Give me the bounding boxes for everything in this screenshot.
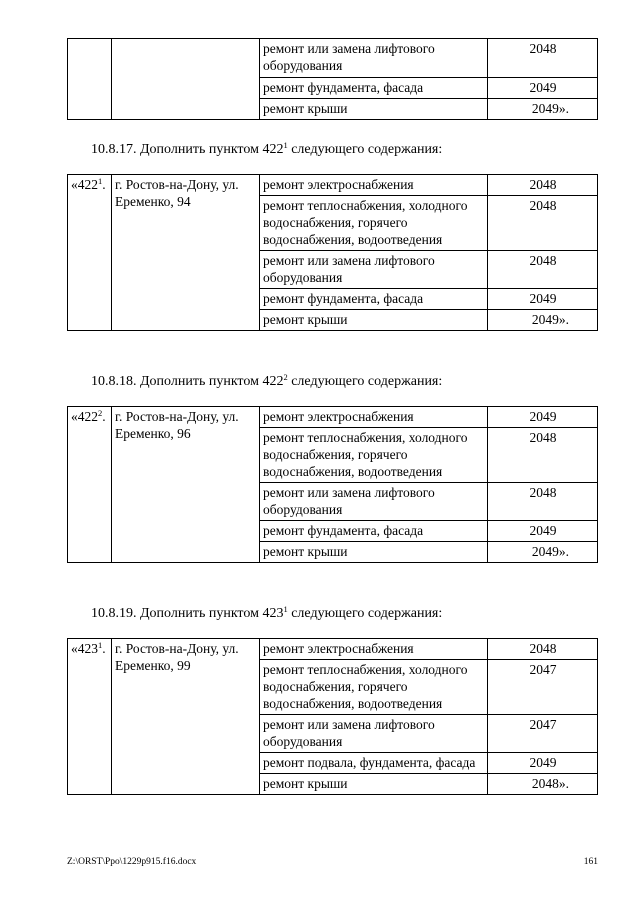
year-cell: 2048	[488, 639, 598, 660]
work-cell: ремонт теплоснабжения, холодного водоснабжения, горячего водоснабжения, водоотведения	[260, 660, 488, 715]
year-cell: 2049».	[488, 99, 598, 120]
section-table	[67, 638, 598, 795]
year-cell: 2048	[488, 39, 598, 78]
work-cell: ремонт электроснабжения	[260, 407, 488, 428]
year-cell: 2048	[488, 175, 598, 196]
work-cell: ремонт крыши	[260, 99, 488, 120]
year-cell: 2048	[488, 251, 598, 289]
section-heading: 10.8.18. Дополнить пунктом $422^2$ следующего содержания:	[91, 372, 443, 389]
section-heading: 10.8.17. Дополнить пунктом $422^1$ следующего содержания:	[91, 140, 443, 157]
address-cell: г. Ростов-на-Дону, ул. Еременко, 94	[112, 175, 260, 331]
table-row	[68, 639, 598, 660]
work-cell: ремонт фундамента, фасада	[260, 78, 488, 99]
year-cell: 2049».	[488, 310, 598, 331]
item-number-cell: «$422^2$.	[68, 407, 112, 563]
work-cell: ремонт подвала, фундамента, фасада	[260, 753, 488, 774]
year-cell: 2048	[488, 483, 598, 521]
work-cell: ремонт электроснабжения	[260, 175, 488, 196]
item-number-cell: «$422^1$.	[68, 175, 112, 331]
table-row	[68, 407, 598, 428]
work-cell: ремонт теплоснабжения, холодного водоснабжения, горячего водоснабжения, водоотведения	[260, 428, 488, 483]
section-heading: 10.8.19. Дополнить пунктом $423^1$ следующего содержания:	[91, 604, 443, 621]
work-cell: ремонт фундамента, фасада	[260, 521, 488, 542]
year-cell: 2049	[488, 289, 598, 310]
page-number: 161	[583, 857, 598, 867]
item-number-cell: «$423^1$.	[68, 639, 112, 795]
table-row	[68, 39, 598, 78]
year-cell: 2048	[488, 428, 598, 483]
year-cell: 2049	[488, 521, 598, 542]
year-cell: 2049	[488, 753, 598, 774]
work-cell: ремонт теплоснабжения, холодного водоснабжения, горячего водоснабжения, водоотведения	[260, 196, 488, 251]
work-cell: ремонт крыши	[260, 310, 488, 331]
address-cell: г. Ростов-на-Дону, ул. Еременко, 96	[112, 407, 260, 563]
number-cell	[68, 39, 112, 120]
work-cell: ремонт фундамента, фасада	[260, 289, 488, 310]
year-cell: 2047	[488, 660, 598, 715]
work-cell: ремонт электроснабжения	[260, 639, 488, 660]
section-table	[67, 406, 598, 563]
continuation-table	[67, 38, 598, 120]
address-cell: г. Ростов-на-Дону, ул. Еременко, 99	[112, 639, 260, 795]
year-cell: 2049	[488, 78, 598, 99]
work-cell: ремонт крыши	[260, 774, 488, 795]
work-cell: ремонт или замена лифтового оборудования	[260, 715, 488, 753]
year-cell: 2049».	[488, 542, 598, 563]
year-cell: 2048	[488, 196, 598, 251]
footer-file-path: Z:\ORST\Ppo\1229p915.f16.docx	[67, 857, 197, 867]
table-row	[68, 175, 598, 196]
work-cell: ремонт крыши	[260, 542, 488, 563]
address-cell	[112, 39, 260, 120]
section-table	[67, 174, 598, 331]
work-cell: ремонт или замена лифтового оборудования	[260, 39, 488, 78]
work-cell: ремонт или замена лифтового оборудования	[260, 251, 488, 289]
year-cell: 2047	[488, 715, 598, 753]
year-cell: 2048».	[488, 774, 598, 795]
year-cell: 2049	[488, 407, 598, 428]
work-cell: ремонт или замена лифтового оборудования	[260, 483, 488, 521]
